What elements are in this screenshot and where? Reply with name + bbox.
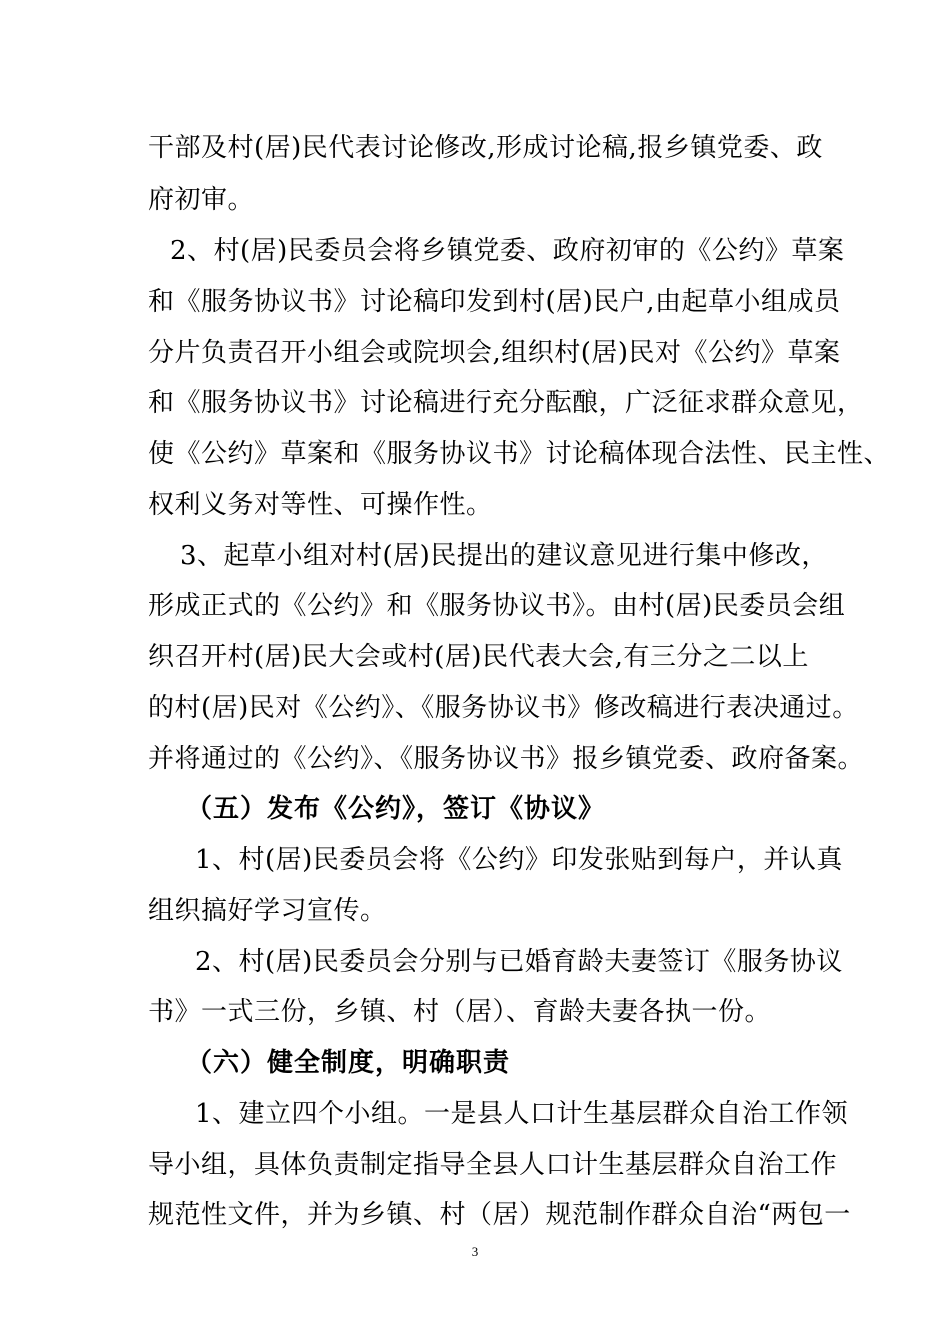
body-text-line: 府初审。 [148,185,255,215]
body-text-line: 1、村(居)民委员会将《公约》印发张贴到每户，并认真 [195,845,843,875]
body-text-line: 权利义务对等性、可操作性。 [148,490,493,520]
body-text-line: 导小组，具体负责制定指导全县人口计生基层群众自治工作 [148,1150,838,1180]
body-text-line: 2、村(居)民委员会将乡镇党委、政府初审的《公约》草案 [170,236,845,266]
body-text-line: 干部及村(居)民代表讨论修改,形成讨论稿,报乡镇党委、政 [148,133,823,163]
body-text-line: 并将通过的《公约》、《服务协议书》报乡镇党委、政府备案。 [148,744,865,774]
section-heading: （六）健全制度，明确职责 [186,1048,511,1078]
body-text-line: 使《公约》草案和《服务协议书》讨论稿体现合法性、民主性、 [148,439,891,469]
body-text-line: 的村(居)民对《公约》、《服务协议书》修改稿进行表决通过。 [148,693,859,723]
body-text-line: 3、起草小组对村(居)民提出的建议意见进行集中修改， [180,541,828,571]
body-text-line: 2、村(居)民委员会分别与已婚育龄夫妻签订《服务协议 [195,947,843,977]
body-text-line: 和《服务协议书》讨论稿进行充分酝酿，广泛征求群众意见， [148,388,864,418]
body-text-line: 规范性文件，并为乡镇、村（居）规范制作群众自治“两包一 [148,1200,851,1230]
body-text-line: 分片负责召开小组会或院坝会,组织村(居)民对《公约》草案 [148,338,841,368]
body-text-line: 形成正式的《公约》和《服务协议书》。由村(居)民委员会组 [148,591,846,621]
section-heading: （五）发布《公约》，签订《协议》 [186,794,606,824]
body-text-line: 1、建立四个小组。一是县人口计生基层群众自治工作领 [195,1099,849,1129]
body-text-line: 书》一式三份，乡镇、村（居）、育龄夫妻各执一份。 [148,997,772,1027]
page-number: 3 [471,1244,479,1259]
body-text-line: 织召开村(居)民大会或村(居)民代表大会,有三分之二以上 [148,642,809,672]
body-text-line: 和《服务协议书》讨论稿印发到村(居)民户,由起草小组成员 [148,287,841,317]
body-text-line: 组织搞好学习宣传。 [148,896,387,926]
